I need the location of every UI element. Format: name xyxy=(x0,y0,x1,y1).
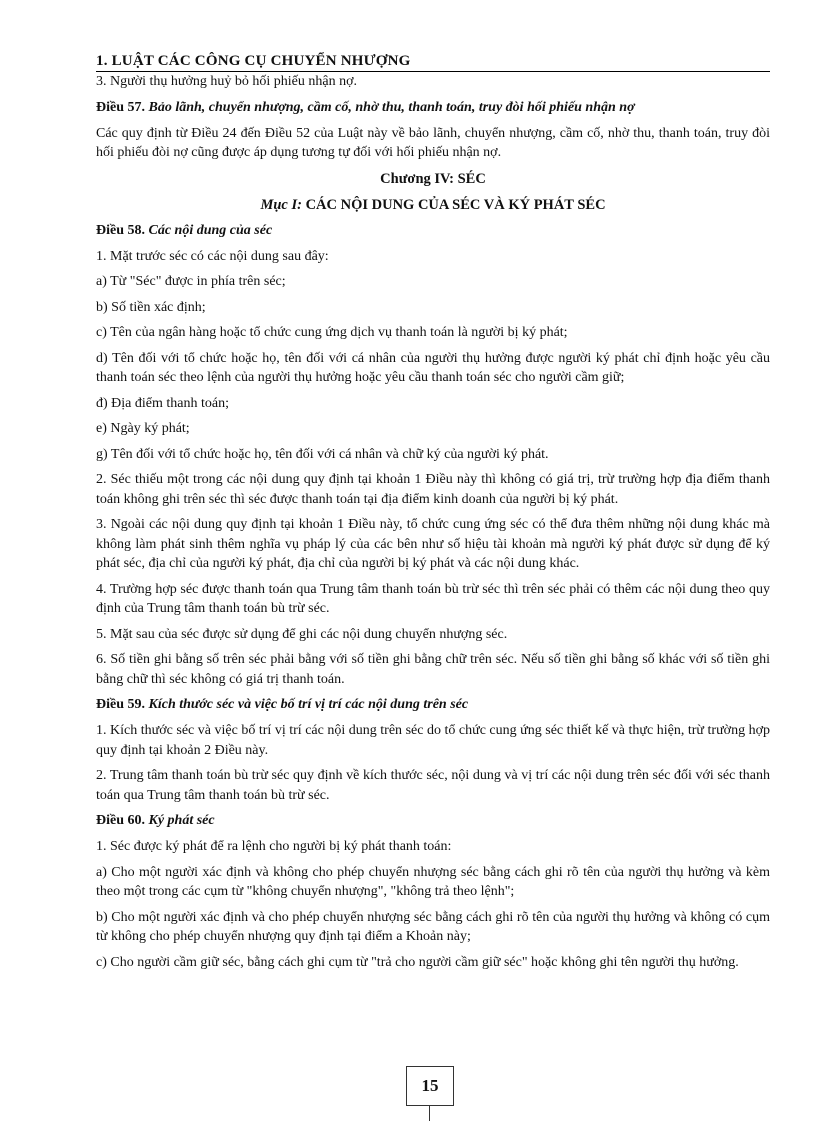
article-60-para: 1. Séc được ký phát để ra lệnh cho người bị ký phát thanh toán: xyxy=(96,839,452,854)
article-57-title: Bảo lãnh, chuyển nhượng, cầm cố, nhờ thu, thanh toán, truy đòi hối phiếu nhận nợ xyxy=(148,99,635,115)
article-60-para: b) Cho một người xác định và cho phép chuyển nhượng séc bằng cách ghi rõ tên của người thụ hưởng và không có cụm từ không cho phép chuyển nhượng quy định tại điểm a Khoản này; xyxy=(96,909,770,944)
article-58-para: 1. Mặt trước séc có các nội dung sau đây: xyxy=(96,248,329,264)
article-58-para: a) Từ "Séc" được in phía trên séc; xyxy=(96,274,286,289)
article-60-para: a) Cho một người xác định và không cho phép chuyển nhượng séc bằng cách ghi rõ tên của người thụ hưởng và kèm theo một trong các cụm từ "không chuyển nhượng", "không trả theo lệnh"; xyxy=(96,864,770,899)
page-number: 15 xyxy=(406,1066,454,1106)
article-58-para: đ) Địa điểm thanh toán; xyxy=(96,395,229,411)
article-59-heading xyxy=(96,695,770,715)
article-57-body: Các quy định từ Điều 24 đến Điều 52 của Luật này về bảo lãnh, chuyển nhượng, cầm cố, nhờ thu, thanh toán, truy đòi hối phiếu đòi nợ cũng được áp dụng tương tự đối với hối phiếu nhận nợ. xyxy=(96,125,770,160)
section-label: Mục I: xyxy=(260,196,302,213)
article-57-label: Điều 57. xyxy=(96,99,145,115)
article-58-label: Điều 58. xyxy=(96,222,145,238)
article-58-para: 6. Số tiền ghi bằng số trên séc phải bằng với số tiền ghi bằng chữ trên séc. Nếu số tiền ghi bằng số khác với số tiền ghi bằng chữ thì séc không có giá trị thanh toán. xyxy=(96,652,770,687)
section-title xyxy=(96,195,770,215)
article-60-title: Ký phát séc xyxy=(148,813,215,828)
article-58-para: d) Tên đối với tổ chức hoặc họ, tên đối với cá nhân của người thụ hưởng được người ký phát chỉ định hoặc yêu cầu thanh toán séc theo lệnh của người thụ hưởng hoặc yêu cầu thanh toán séc cho người cầm giữ; xyxy=(96,350,770,385)
intro-line: 3. Người thụ hưởng huỷ bỏ hối phiếu nhận nợ. xyxy=(96,74,357,89)
article-58-para: 3. Ngoài các nội dung quy định tại khoản 1 Điều này, tổ chức cung ứng séc có thể đưa thêm những nội dung khác mà không làm phát sinh thêm nghĩa vụ pháp lý của các bên như số hiệu tài khoản mà người ký phát được sử dụng để ký phát séc, địa chỉ của người ký phát, địa chỉ của người bị ký phát và các nội dung khác. xyxy=(96,517,770,571)
section-name: CÁC NỘI DUNG CỦA SÉC VÀ KÝ PHÁT SÉC xyxy=(305,196,606,213)
article-59-para: 2. Trung tâm thanh toán bù trừ séc quy định về kích thước séc, nội dung và vị trí các nội dung trên séc đối với séc thanh toán qua Trung tâm thanh toán bù trừ séc. xyxy=(96,768,770,803)
article-58-para: 2. Séc thiếu một trong các nội dung quy định tại khoản 1 Điều này thì không có giá trị, trừ trường hợp địa điểm thanh toán không ghi trên séc thì séc được thanh toán tại địa điểm kinh doanh của người bị ký phát. xyxy=(96,472,770,507)
article-58-para: 5. Mặt sau của séc được sử dụng để ghi các nội dung chuyển nhượng séc. xyxy=(96,626,508,642)
article-58-heading xyxy=(96,221,770,241)
article-58-para: c) Tên của ngân hàng hoặc tổ chức cung ứng dịch vụ thanh toán là người bị ký phát; xyxy=(96,325,568,340)
chapter-title: Chương IV: SÉC xyxy=(380,170,486,187)
article-59-label: Điều 59. xyxy=(96,697,145,712)
page-number-stem xyxy=(429,1105,430,1121)
article-58-para: 4. Trường hợp séc được thanh toán qua Trung tâm thanh toán bù trừ séc thì trên séc phải có thêm các nội dung theo quy định của Trung tâm thanh toán bù trừ séc. xyxy=(96,581,770,616)
article-58-para: g) Tên đối với tổ chức hoặc họ, tên đối với cá nhân và chữ ký của người ký phát. xyxy=(96,446,549,462)
article-58-para: e) Ngày ký phát; xyxy=(96,421,190,436)
running-header: 1. LUẬT CÁC CÔNG CỤ CHUYỂN NHƯỢNG xyxy=(96,52,770,72)
article-58-title: Các nội dung của séc xyxy=(148,222,273,238)
article-59-title: Kích thước séc và việc bố trí vị trí các nội dung trên séc xyxy=(148,697,469,712)
article-59-para: 1. Kích thước séc và việc bố trí vị trí các nội dung trên séc do tổ chức cung ứng séc thiết kế và thực hiện, trừ trường hợp quy định tại khoản 2 Điều này. xyxy=(96,723,770,758)
article-57-heading xyxy=(96,98,770,118)
article-60-heading xyxy=(96,811,770,831)
article-58-para: b) Số tiền xác định; xyxy=(96,299,206,315)
article-60-para: c) Cho người cầm giữ séc, bằng cách ghi cụm từ "trả cho người cầm giữ séc" hoặc không ghi tên người thụ hưởng. xyxy=(96,954,739,970)
article-60-label: Điều 60. xyxy=(96,813,145,828)
document-page xyxy=(96,52,770,978)
